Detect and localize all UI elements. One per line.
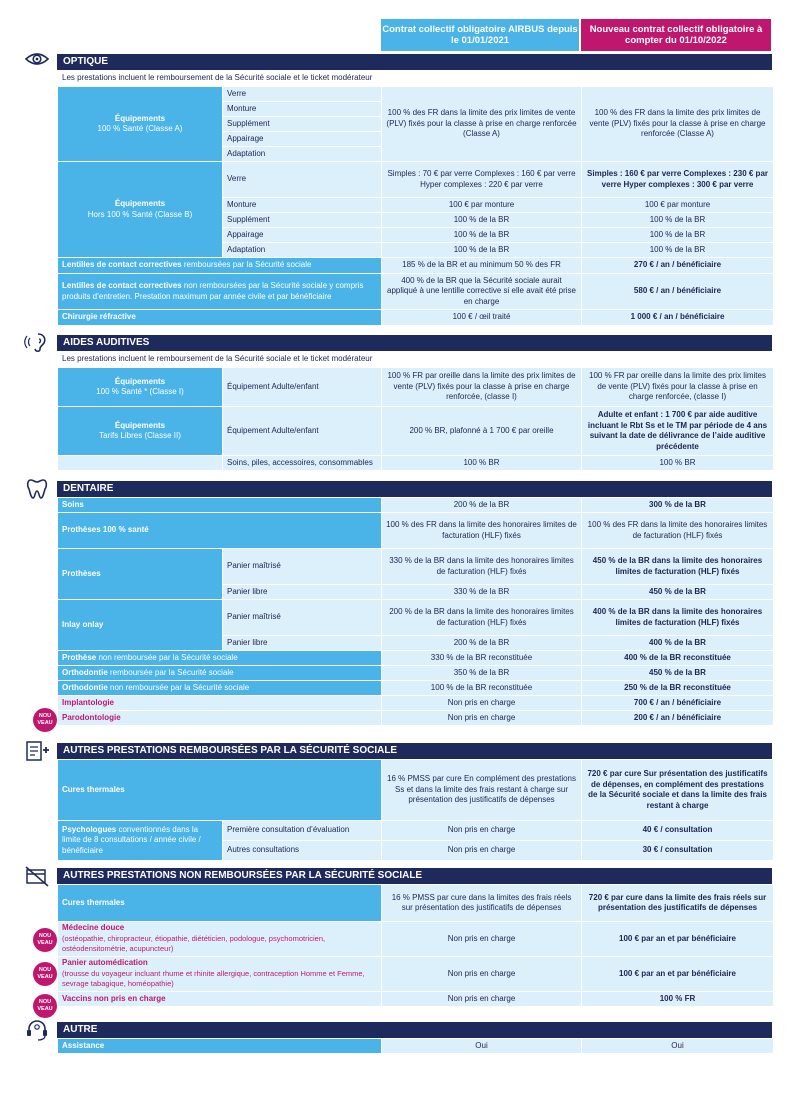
eye-icon [24,47,50,71]
dentaire-implanto [58,696,381,710]
autres-remb-cures-title: Cures thermales [62,784,125,794]
aides-eq1-value-1: 100 % FR par oreille dans la limite des prix limites de vente (PLV) fixés pour la classe à prise en charge renforcée, (classe I) [382,368,581,406]
dentaire-inlay-pl-value-2: 400 % de la BR [582,636,773,650]
optique-appairage-value-2: 100 % de la BR [582,228,773,242]
dentaire-ortho-nr-rest: non remboursée par la Sécurité sociale [110,682,250,692]
column-header-new-contract: Nouveau contrat collectif obligatoire à compter du 01/10/2022 [581,19,771,51]
autres-remb-psy-title: Psychologues [62,824,117,834]
dentaire-soins-value-1: 200 % de la BR [382,498,581,512]
aides-soins-value-2: 100 % BR [582,456,773,470]
column-header-current-contract: Contrat collectif obligatoire AIRBUS depuis le 01/01/2021 [381,19,579,51]
autres-nonremb-medecine-title: Médecine douce [62,923,125,933]
dentaire-prothese-nr-value-1: 330 % de la BR reconstituée [382,651,581,665]
dentaire-prothese-nr-rest: non remboursée par la Sécurité sociale [98,652,238,662]
autres-nonremb-vaccins-title: Vaccins non pris en charge [62,993,166,1003]
optique-verre-value-2: Simples : 160 € par verre Complexes : 230 € par verre Hyper complexes : 300 € par verre [582,162,773,197]
nouveau-badge-panier: NOU VEAU [33,962,57,986]
autres-nonremb-vaccins [58,992,381,1006]
dentaire-protheses-pm-value-1: 330 % de la BR dans la limite des honoraires limites de facturation (HLF) fixés [382,549,581,584]
optique-lentilles-remb-rest: remboursées par la Sécurité sociale [183,260,312,270]
optique-adaptation-value-1: 100 % de la BR [382,243,581,257]
aides-intro: Les prestations incluent le remboursement de la Sécurité sociale et le ticket modérateur [58,352,773,367]
autres-nonremb-medecine-rest: (ostéopathie, chiropracteur, étiopathie, diététicien, podologue, psychomotricien, ostéodensitométrie, acupuncteur) [62,933,326,954]
dentaire-soins-value-2: 300 % de la BR [582,498,773,512]
optique-supplement-value-1: 100 % de la BR [382,213,581,227]
dentaire-protheses [58,549,222,599]
nouveau-badge-vaccins: NOU VEAU [33,994,57,1018]
optique-eq100-title: Équipements [114,113,166,123]
autres-remb-psy-first-value-1: Non pris en charge [382,821,581,840]
dentaire-table [57,497,774,726]
autre-assistance-title: Assistance [62,1040,105,1050]
autres-nonremb-cures-title: Cures thermales [62,897,125,907]
aides-eq2-item: Équipement Adulte/enfant [223,407,381,455]
optique-lentilles-nonremb [58,274,381,309]
autres-remb-table [57,759,774,861]
autres-nonremb-panier-value-2: 100 € par an et par bénéficiaire [582,957,773,991]
dentaire-inlay-pm-value-2: 400 % de la BR dans la limite des honoraires limites de facturation (HLF) fixés [582,600,773,635]
optique-appairage-value-1: 100 % de la BR [382,228,581,242]
autres-remb-cures-value-1: 16 % PMSS par cure En complément des prestations Ss et dans la limite des frais restant à charge sur présentation des justificatifs de dépenses [382,760,581,820]
optique-adaptation-value-2: 100 % de la BR [582,243,773,257]
autre-assistance [58,1039,381,1053]
dentaire-prothese-nr-title: Prothèse [62,652,97,662]
aides-eq2 [58,407,222,455]
section-dentaire: DENTAIRE [57,481,772,497]
autres-nonremb-panier-title: Panier automédication [62,958,148,968]
autre-assistance-value-2: Oui [582,1039,773,1053]
nouveau-badge-implanto: NOU VEAU [33,708,57,732]
dentaire-inlay-pl-value-1: 200 % de la BR [382,636,581,650]
autres-nonremb-panier [58,957,381,991]
autres-remb-psy [58,821,222,860]
autres-remb-cures [58,760,381,820]
dentaire-protheses-pl-value-2: 450 % de la BR [582,585,773,599]
optique-eq100-sub: 100 % Santé (Classe A) [97,124,183,133]
optique-chirurgie-title: Chirurgie réfractive [62,312,136,322]
dentaire-parodonto-value-2: 200 € / an / bénéficiaire [582,711,773,725]
optique-table [57,70,774,326]
optique-eqB [58,162,222,257]
dentaire-inlay-pl-label: Panier libre [223,636,381,650]
section-autre: AUTRE [57,1022,772,1038]
optique-verre-value-1: Simples : 70 € par verre Complexes : 160 € par verre Hyper complexes : 220 € par verre [382,162,581,197]
dentaire-implanto-value-2: 700 € / an / bénéficiaire [582,696,773,710]
dentaire-inlay-pm-value-1: 200 % de la BR dans la limite des honoraires limites de facturation (HLF) fixés [382,600,581,635]
dentaire-implanto-title: Implantologie [62,697,114,707]
autres-nonremb-cures [58,885,381,921]
optique-eq100-item: Appairage [223,132,381,146]
autres-nonremb-medecine-value-2: 100 € par an et par bénéficiaire [582,922,773,956]
section-autres-nonremb: AUTRES PRESTATIONS NON REMBOURSÉES PAR LA SÉCURITÉ SOCIALE [57,868,772,884]
aides-eq1-item: Équipement Adulte/enfant [223,368,381,406]
autre-table [57,1038,774,1054]
autres-remb-psy-first-value-2: 40 € / consultation [582,821,773,840]
optique-eq100-value-1: 100 % des FR dans la limite des prix limites de vente (PLV) fixés pour la classe à prise en charge renforcée (Classe A) [382,87,581,161]
ear-icon [24,330,50,354]
dentaire-prothese-nr-value-2: 400 % de la BR reconstituée [582,651,773,665]
autres-nonremb-panier-value-1: Non pris en charge [382,957,581,991]
aides-eq1-value-2: 100 % FR par oreille dans la limite des prix limites de vente (PLV) fixés pour la classe à prise en charge renforcée, (classe I) [582,368,773,406]
aides-soins-spacer [58,456,222,470]
dentaire-ortho-nr [58,681,381,695]
aides-eq2-value-2: Adulte et enfant : 1 700 € par aide auditive incluant le Rbt Ss et le TM par période de 4 ans suivant la date de délivrance de l’aide auditive précédente [582,407,773,455]
dentaire-ortho-r-value-1: 350 % de la BR [382,666,581,680]
medical-form-icon [24,739,50,763]
optique-lentilles-nonremb-title: Lentilles de contact correctives [62,281,182,290]
tooth-icon [24,476,50,500]
dentaire-ortho-nr-title: Orthodontie [62,682,108,692]
dentaire-parodonto-value-1: Non pris en charge [382,711,581,725]
optique-chirurgie-value-2: 1 000 € / an / bénéficiaire [582,310,773,325]
dentaire-prothese-nr [58,651,381,665]
dentaire-protheses-pm-label: Panier maîtrisé [223,549,381,584]
autres-nonremb-vaccins-value-2: 100 % FR [582,992,773,1006]
optique-lentilles-nonremb-value-2: 580 € / an / bénéficiaire [582,274,773,309]
aides-eq2-value-1: 200 % BR, plafonné à 1 700 € par oreille [382,407,581,455]
optique-lentilles-nonremb-rest: non remboursées par la Sécurité sociale y compris produits d’entretien. Prestation maximum par année civile et par bénéficiaire [62,281,364,301]
optique-lentilles-nonremb-value-1: 400 % de la BR que la Sécurité sociale aurait appliqué à une lentille corrective si elle avait été prise en charge [382,274,581,309]
dentaire-soins-title: Soins [62,499,84,509]
dentaire-ortho-r-title: Orthodontie [62,667,108,677]
dentaire-prot100-value-2: 100 % des FR dans la limite des honoraires limites de facturation (HLF) fixés [582,513,773,548]
autre-assistance-value-1: Oui [382,1039,581,1053]
aides-eq2-title: Équipements [114,420,166,430]
nouveau-badge-medecine: NOU VEAU [33,928,57,952]
dentaire-ortho-nr-value-1: 100 % de la BR reconstituée [382,681,581,695]
dentaire-ortho-r-value-2: 450 % de la BR [582,666,773,680]
autres-remb-psy-other-value-2: 30 € / consultation [582,841,773,860]
optique-eq100-value-2: 100 % des FR dans la limite des prix limites de vente (PLV) fixés pour la classe à prise en charge renforcée (Classe A) [582,87,773,161]
optique-lentilles-remb-value-1: 185 % de la BR et au minimum 50 % des FR [382,258,581,273]
optique-monture-value-1: 100 € par monture [382,198,581,212]
optique-eq100-item: Adaptation [223,147,381,161]
dentaire-protheses-pm-value-2: 450 % de la BR dans la limite des honoraires limites de facturation (HLF) fixés [582,549,773,584]
optique-lentilles-remb [58,258,381,273]
dentaire-inlay-title: Inlay onlay [62,619,104,629]
dentaire-ortho-r-rest: remboursée par la Sécurité sociale [110,667,234,677]
autres-nonremb-medecine [58,922,381,956]
optique-appairage-label: Appairage [223,228,381,242]
dentaire-implanto-value-1: Non pris en charge [382,696,581,710]
aides-table [57,351,774,471]
headset-icon [24,1018,50,1042]
autres-remb-cures-value-2: 720 € par cure Sur présentation des justificatifs de dépenses, en complément des prestations de la Sécurité sociale et dans la limite des frais restant à charge [582,760,773,820]
section-aides-auditives: AIDES AUDITIVES [57,335,772,351]
dentaire-ortho-nr-value-2: 250 % de la BR reconstituée [582,681,773,695]
crossed-card-icon [24,864,50,888]
optique-chirurgie-value-1: 100 € / œil traité [382,310,581,325]
aides-eq1 [58,368,222,406]
optique-eq100 [58,87,222,161]
autres-nonremb-table [57,884,774,1007]
optique-eq100-item: Supplément [223,117,381,131]
autres-nonremb-medecine-value-1: Non pris en charge [382,922,581,956]
dentaire-prot100-title: Prothèses 100 % santé [62,525,149,535]
dentaire-parodonto [58,711,381,725]
optique-eq100-item: Monture [223,102,381,116]
section-optique: OPTIQUE [57,54,772,70]
aides-eq2-sub: Tarifs Libres (Classe II) [99,431,181,440]
dentaire-prot100-value-1: 100 % des FR dans la limite des honoraires limites de facturation (HLF) fixés [382,513,581,548]
autres-remb-psy-rest: conventionnés dans la limite de 8 consultations / année civile / bénéficiaire [62,824,201,855]
dentaire-parodonto-title: Parodontologie [62,712,121,722]
dentaire-inlay-pm-label: Panier maîtrisé [223,600,381,635]
optique-verre-label: Verre [223,162,381,197]
autres-nonremb-cures-value-2: 720 € par cure dans la limite des frais réels sur présentation des justificatifs de dépenses [582,885,773,921]
optique-eq100-item: Verre [223,87,381,101]
dentaire-protheses-pl-value-1: 330 % de la BR [382,585,581,599]
optique-chirurgie [58,310,381,325]
dentaire-prot100 [58,513,381,548]
dentaire-soins [58,498,381,512]
autres-remb-psy-other-value-1: Non pris en charge [382,841,581,860]
autres-nonremb-cures-value-1: 16 % PMSS par cure dans la limites des frais réels sur présentation des justificatifs de dépenses [382,885,581,921]
optique-eqB-title: Équipements [114,199,166,208]
optique-supplement-value-2: 100 % de la BR [582,213,773,227]
dentaire-protheses-title: Prothèses [62,568,101,578]
autres-remb-psy-other-label: Autres consultations [223,841,381,860]
aides-eq1-sub: 100 % Santé * (Classe I) [96,387,184,396]
aides-soins-label: Soins, piles, accessoires, consommables [223,456,381,470]
autres-remb-psy-first-label: Première consultation d’évaluation [223,821,381,840]
aides-soins-value-1: 100 % BR [382,456,581,470]
optique-intro: Les prestations incluent le remboursement de la Sécurité sociale et le ticket modérateur [58,71,773,86]
dentaire-ortho-r [58,666,381,680]
optique-eqB-sub: Hors 100 % Santé (Classe B) [87,209,193,219]
aides-eq1-title: Équipements [114,376,166,386]
optique-lentilles-remb-value-2: 270 € / an / bénéficiaire [582,258,773,273]
optique-supplement-label: Supplément [223,213,381,227]
optique-monture-value-2: 100 € par monture [582,198,773,212]
section-autres-remb: AUTRES PRESTATIONS REMBOURSÉES PAR LA SÉCURITÉ SOCIALE [57,743,772,759]
dentaire-protheses-pl-label: Panier libre [223,585,381,599]
optique-lentilles-remb-title: Lentilles de contact correctives [62,260,182,270]
dentaire-inlay [58,600,222,650]
optique-monture-label: Monture [223,198,381,212]
autres-nonremb-panier-rest: (trousse du voyageur incluant rhume et rhinite allergique, contraception Homme et Femme, sevrage tabagique, homéopathie) [62,968,365,989]
autres-nonremb-vaccins-value-1: Non pris en charge [382,992,581,1006]
optique-adaptation-label: Adaptation [223,243,381,257]
